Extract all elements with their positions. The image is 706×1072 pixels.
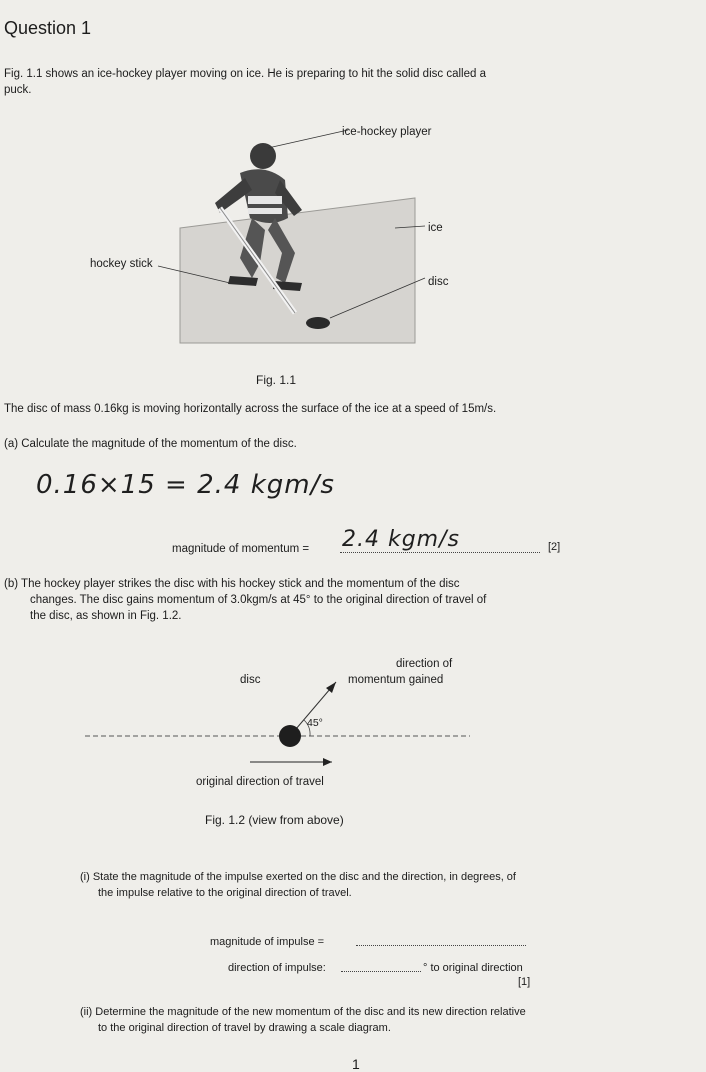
part-i-line-2: the impulse relative to the original direction of travel. [98, 887, 352, 899]
part-i-marks: [1] [518, 976, 531, 988]
fig-1-1-illustration [80, 118, 480, 368]
part-b-line-2: changes. The disc gains momentum of 3.0kgm/s at 45° to the original direction of travel of [30, 594, 487, 606]
question-heading: Question 1 [4, 18, 92, 38]
part-i-text [80, 869, 690, 901]
impulse-magnitude-field[interactable] [356, 932, 526, 946]
part-ii-line-2: to the original direction of travel by drawing a scale diagram. [98, 1022, 391, 1034]
handwritten-answer: 2.4 kgm/s [342, 527, 460, 552]
puck-disc [306, 317, 330, 329]
label-disc: disc [428, 276, 449, 288]
impulse-direction-label: direction of impulse: [228, 962, 326, 974]
part-a-marks: [2] [548, 541, 561, 553]
impulse-direction-field[interactable] [341, 958, 421, 972]
fig-1-2-caption: Fig. 1.2 (view from above) [205, 813, 344, 827]
label-direction-of: direction of [396, 658, 453, 670]
part-b-line-3: the disc, as shown in Fig. 1.2. [30, 610, 182, 622]
disc-statement: The disc of mass 0.16kg is moving horizontally across the surface of the ice at a speed of 15m/s. [4, 403, 497, 415]
intro-line-1: Fig. 1.1 shows an ice-hockey player moving on ice. He is preparing to hit the solid disc called a [4, 68, 486, 80]
intro-text [4, 66, 694, 98]
label-ice: ice [428, 222, 443, 234]
ice-surface [180, 198, 415, 343]
part-ii-text [80, 1004, 690, 1036]
part-i-line-1: (i) State the magnitude of the impulse exerted on the disc and the direction, in degrees, of [80, 871, 516, 883]
impulse-magnitude-label: magnitude of impulse = [210, 936, 325, 948]
handwritten-working: 0.16×15 = 2.4 kgm/s [36, 470, 335, 500]
label-original-direction: original direction of travel [196, 776, 324, 788]
label-angle: 45° [307, 717, 323, 729]
disc-dot [279, 725, 301, 747]
impulse-direction-suffix: ° to original direction [423, 962, 523, 974]
intro-line-2: puck. [4, 84, 32, 96]
fig-1-1-caption: Fig. 1.1 [256, 373, 297, 387]
label-ice-hockey-player: ice-hockey player [342, 126, 432, 138]
part-a-question: (a) Calculate the magnitude of the momentum of the disc. [4, 438, 297, 450]
part-ii-line-1: (ii) Determine the magnitude of the new momentum of the disc and its new direction relative [80, 1006, 526, 1018]
momentum-answer-label: magnitude of momentum = [172, 543, 310, 555]
label-hockey-stick: hockey stick [90, 258, 153, 270]
label-momentum-gained: momentum gained [348, 674, 444, 686]
part-b-line-1: (b) The hockey player strikes the disc with his hockey stick and the momentum of the disc [4, 578, 460, 590]
part-b-text [4, 576, 700, 624]
label-disc-fig2: disc [240, 674, 261, 686]
page-number: 1 [352, 1056, 360, 1072]
